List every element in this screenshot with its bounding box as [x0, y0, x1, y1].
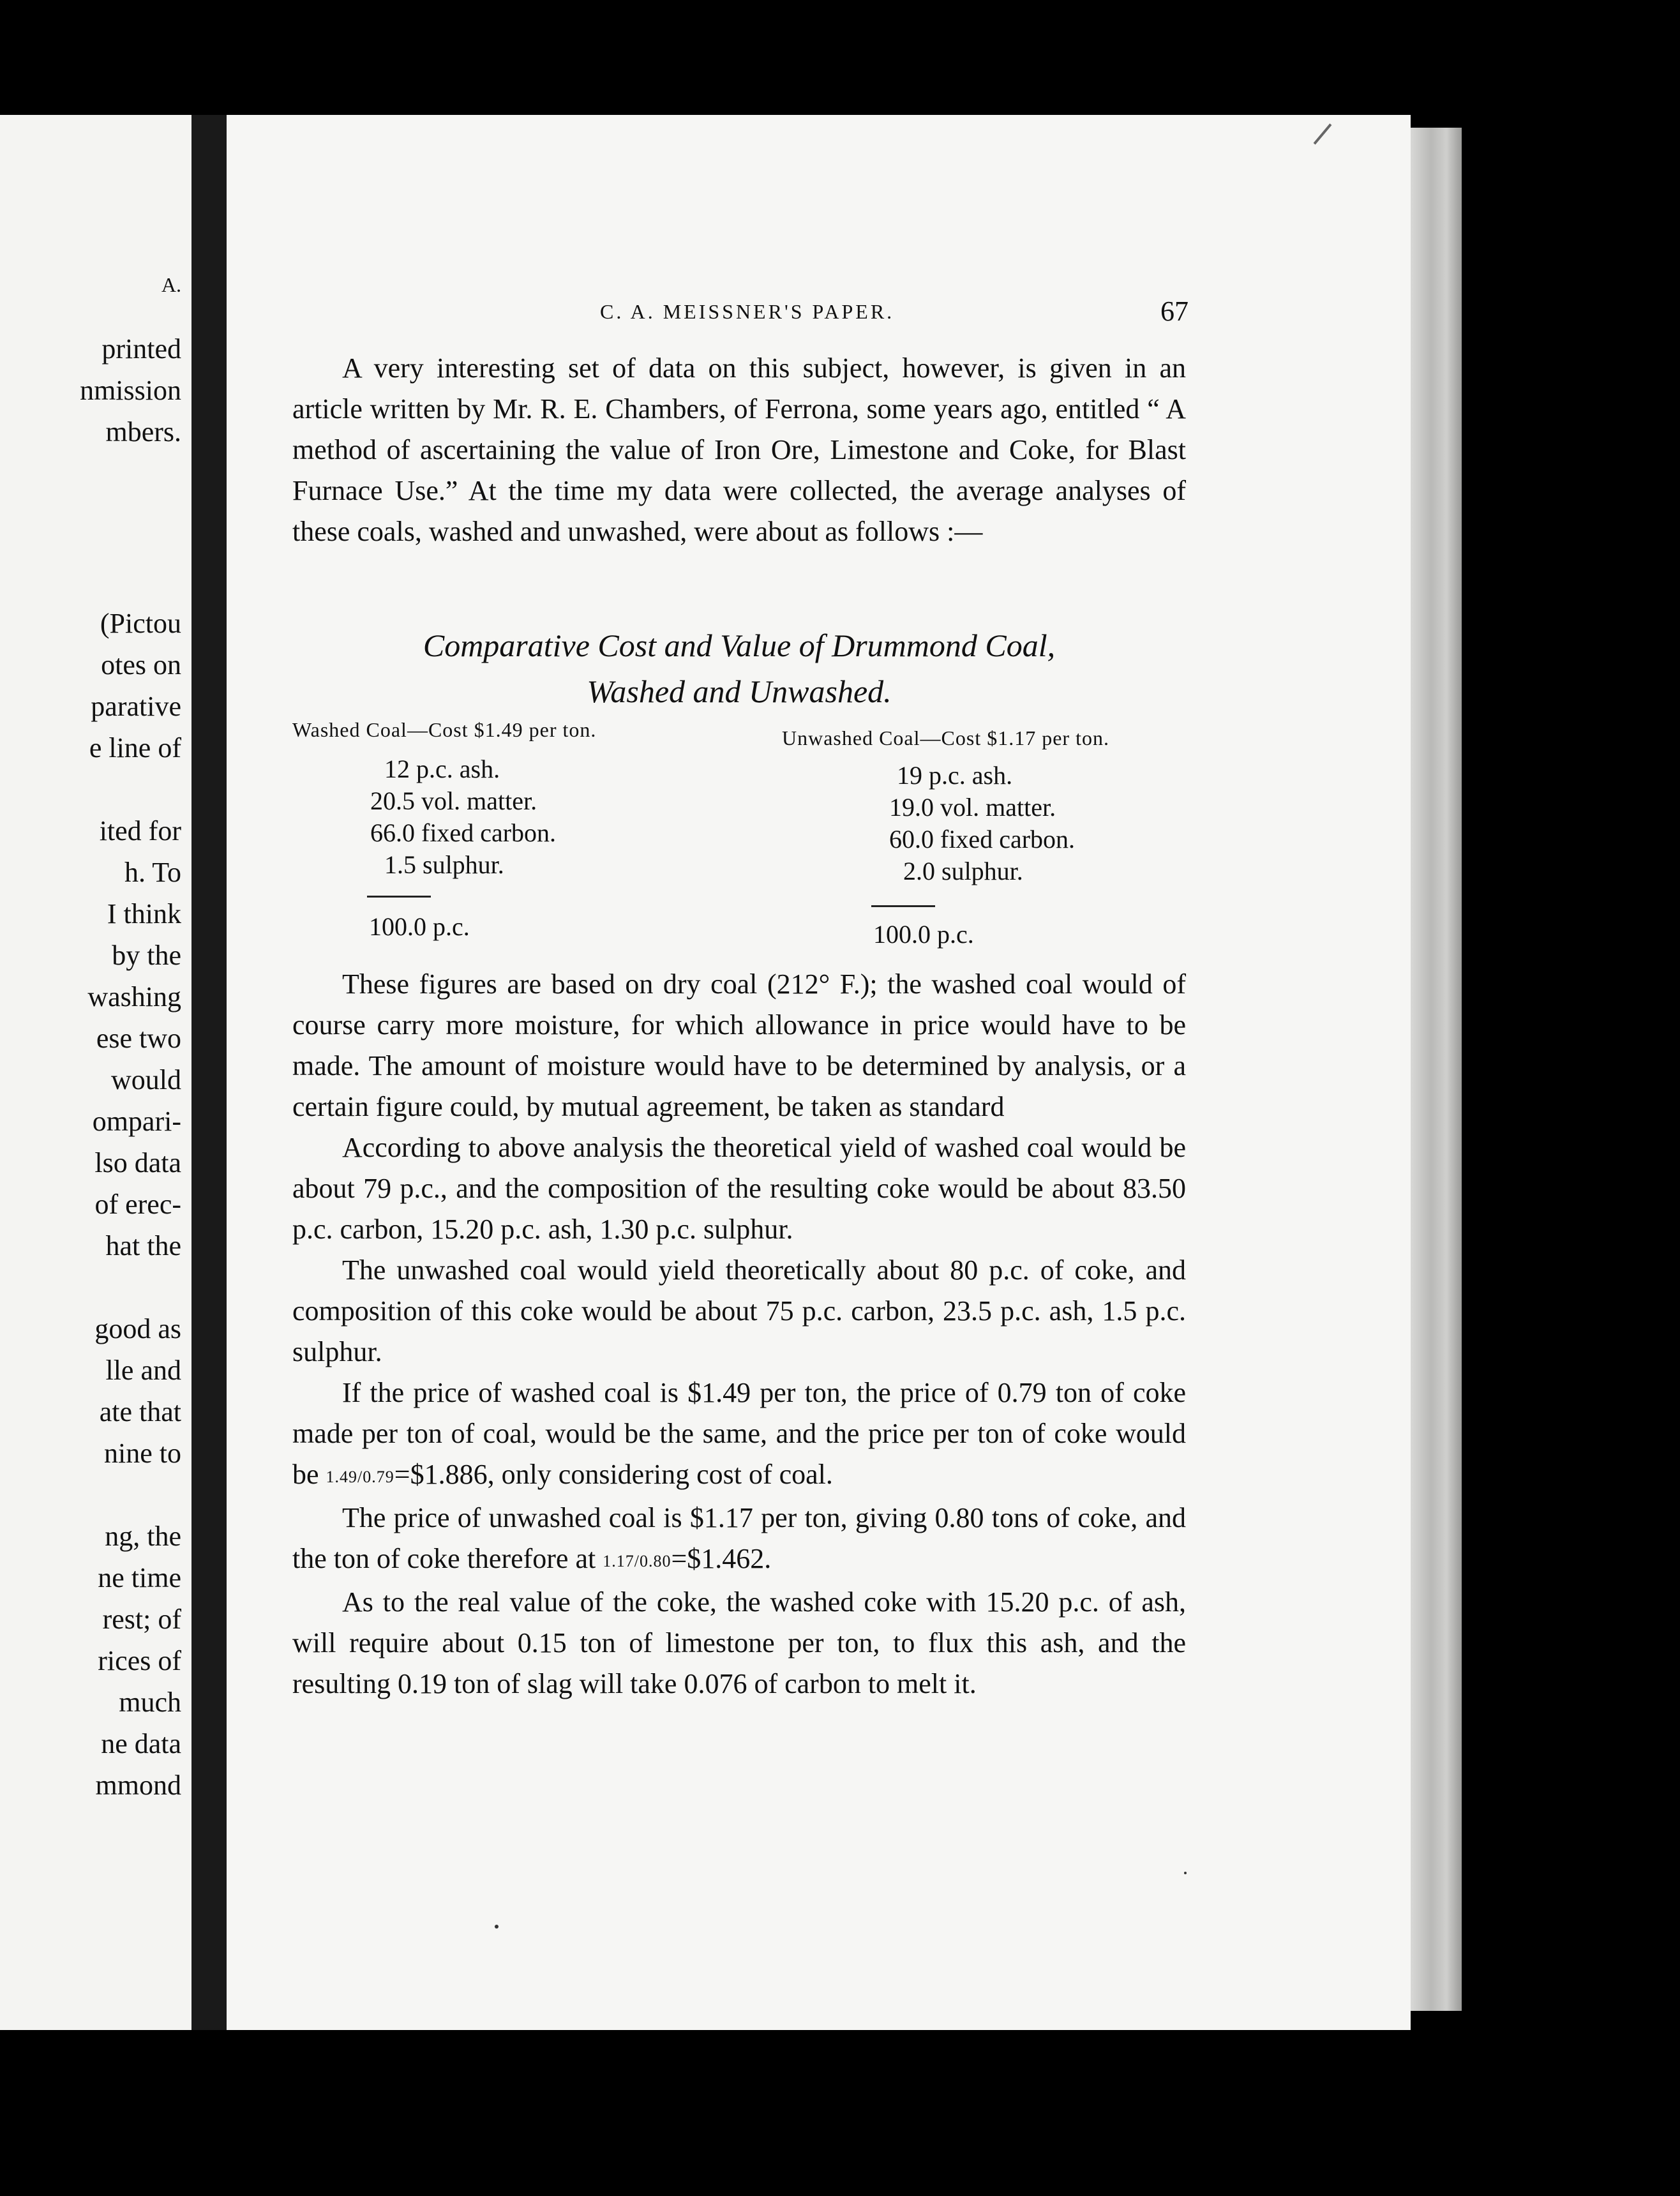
left-fragment: good as	[94, 1313, 181, 1344]
paragraph-coke-value: As to the real value of the coke, the washed coke with 15.20 p.c. of ash, will require about 0.15 ton of limestone per ton, to flux this ash, and the resulting 0.19 ton of slag will take 0.076 of carbon to melt it.	[292, 1586, 1186, 1699]
paragraph-washed-price	[292, 1372, 1186, 1498]
washed-row: 12 p.c. ash.	[384, 755, 500, 783]
unwashed-total: 100.0 p.c.	[873, 920, 974, 949]
left-fragment: h. To	[124, 857, 181, 888]
fraction-unwashed: 1.17/0.80	[603, 1551, 671, 1570]
left-fragment: mbers.	[105, 416, 181, 447]
unwashed-sum-rule	[871, 905, 935, 907]
left-fragment: washing	[87, 981, 181, 1012]
paragraph-washed-price-text: If the price of washed coal is $1.49 per ton, the price of 0.79 ton of coke made per ton of coal, would be the same, and the price per ton of coke would be	[292, 1377, 1186, 1490]
washed-sum-rule	[367, 896, 431, 898]
left-fragment: by the	[112, 940, 181, 971]
left-fragment: A.	[161, 273, 181, 296]
unwashed-row: 19 p.c. ash.	[897, 761, 1013, 790]
fraction-washed: 1.49/0.79	[326, 1467, 394, 1486]
unwashed-row: 60.0 fixed carbon.	[889, 825, 1076, 854]
left-fragment: rest; of	[102, 1604, 181, 1635]
left-fragment: mmond	[95, 1770, 181, 1801]
washed-analysis-list	[370, 753, 556, 881]
paragraph-unwashed-price	[292, 1498, 1186, 1582]
left-fragment: rices of	[98, 1645, 181, 1676]
left-fragment: parative	[91, 691, 181, 722]
left-fragment: ne data	[101, 1728, 181, 1759]
washed-row: 20.5 vol. matter.	[370, 786, 537, 815]
paragraph-washed-yield: According to above analysis the theoretical yield of washed coal would be about 79 p.c., and the composition of the resulting coke would be about 83.50 p.c. carbon, 15.20 p.c. ash, 1.30 p.c. sulphur.	[292, 1132, 1186, 1245]
table-caption	[292, 622, 1186, 714]
paragraph-unwashed-price-text: The price of unwashed coal is $1.17 per ton, giving 0.80 tons of coke, and the ton of coke therefore at	[292, 1501, 1186, 1574]
unwashed-analysis-list	[889, 760, 1075, 887]
left-fragment: e line of	[89, 732, 181, 763]
left-fragment: would	[111, 1064, 181, 1095]
left-fragment: ng, the	[105, 1521, 181, 1552]
unwashed-coal-heading: Unwashed Coal—Cost $1.17 per ton.	[782, 726, 1109, 749]
left-fragment: nmission	[80, 375, 181, 406]
table-caption-line-1: Comparative Cost and Value of Drummond Coal,	[423, 628, 1056, 663]
paragraph-unwashed-yield: The unwashed coal would yield theoretically about 80 p.c. of coke, and composition of this coke would be about 75 p.c. carbon, 23.5 p.c. ash, 1.5 p.c. sulphur.	[292, 1254, 1186, 1367]
left-fragment: lso data	[94, 1147, 181, 1178]
left-fragment: ne time	[98, 1562, 181, 1593]
intro-paragraph-block	[292, 348, 1186, 552]
left-fragment: much	[119, 1687, 181, 1718]
ink-speck	[495, 1925, 499, 1929]
left-fragment: ompari-	[92, 1106, 181, 1137]
body-text	[292, 964, 1186, 1704]
washed-row: 1.5 sulphur.	[384, 850, 504, 879]
intro-paragraph: A very interesting set of data on this subject, however, is given in an article written by Mr. R. E. Chambers, of Ferrona, some years ago, entitled “ A method of ascertaining the value of Iron Ore, Limestone and Coke, for Blast Furnace Use.” At the time my data were collected, the average analyses of these coals, washed and unwashed, were about as follows :—	[292, 352, 1186, 547]
left-facing-page	[0, 115, 191, 2030]
left-fragment: nine to	[104, 1438, 181, 1469]
book-gutter	[191, 115, 230, 2030]
washed-total: 100.0 p.c.	[369, 912, 470, 941]
washed-row: 66.0 fixed carbon.	[370, 818, 557, 847]
left-fragment: printed	[101, 333, 181, 365]
unwashed-row: 2.0 sulphur.	[903, 857, 1023, 885]
left-fragment: (Pictou	[100, 608, 181, 639]
left-fragment: of erec-	[94, 1189, 181, 1220]
left-fragment: I think	[107, 898, 181, 929]
running-head: C. A. MEISSNER'S PAPER.	[600, 300, 895, 323]
left-fragment: ited for	[99, 815, 181, 846]
paragraph-moisture: These figures are based on dry coal (212° F.); the washed coal would of course carry more moisture, for which allowance in price would have to be made. The amount of moisture would have to be determined by analysis, or a certain figure could, by mutual agreement, be taken as standard	[292, 968, 1186, 1122]
washed-coal-heading: Washed Coal—Cost $1.49 per ton.	[292, 718, 597, 741]
left-fragment: ese two	[96, 1023, 181, 1054]
page-number: 67	[1160, 296, 1189, 327]
left-fragment: ate that	[99, 1396, 181, 1427]
page-edge	[1411, 128, 1462, 2011]
left-fragment: otes on	[101, 649, 181, 681]
ink-speck	[1184, 1872, 1187, 1874]
paragraph-washed-price-result: =$1.886, only considering cost of coal.	[394, 1459, 833, 1490]
paragraph-unwashed-price-result: =$1.462.	[671, 1542, 772, 1574]
left-fragment: hat the	[105, 1230, 181, 1261]
left-fragment: lle and	[105, 1355, 181, 1386]
unwashed-row: 19.0 vol. matter.	[889, 793, 1056, 822]
table-caption-line-2: Washed and Unwashed.	[587, 673, 892, 709]
